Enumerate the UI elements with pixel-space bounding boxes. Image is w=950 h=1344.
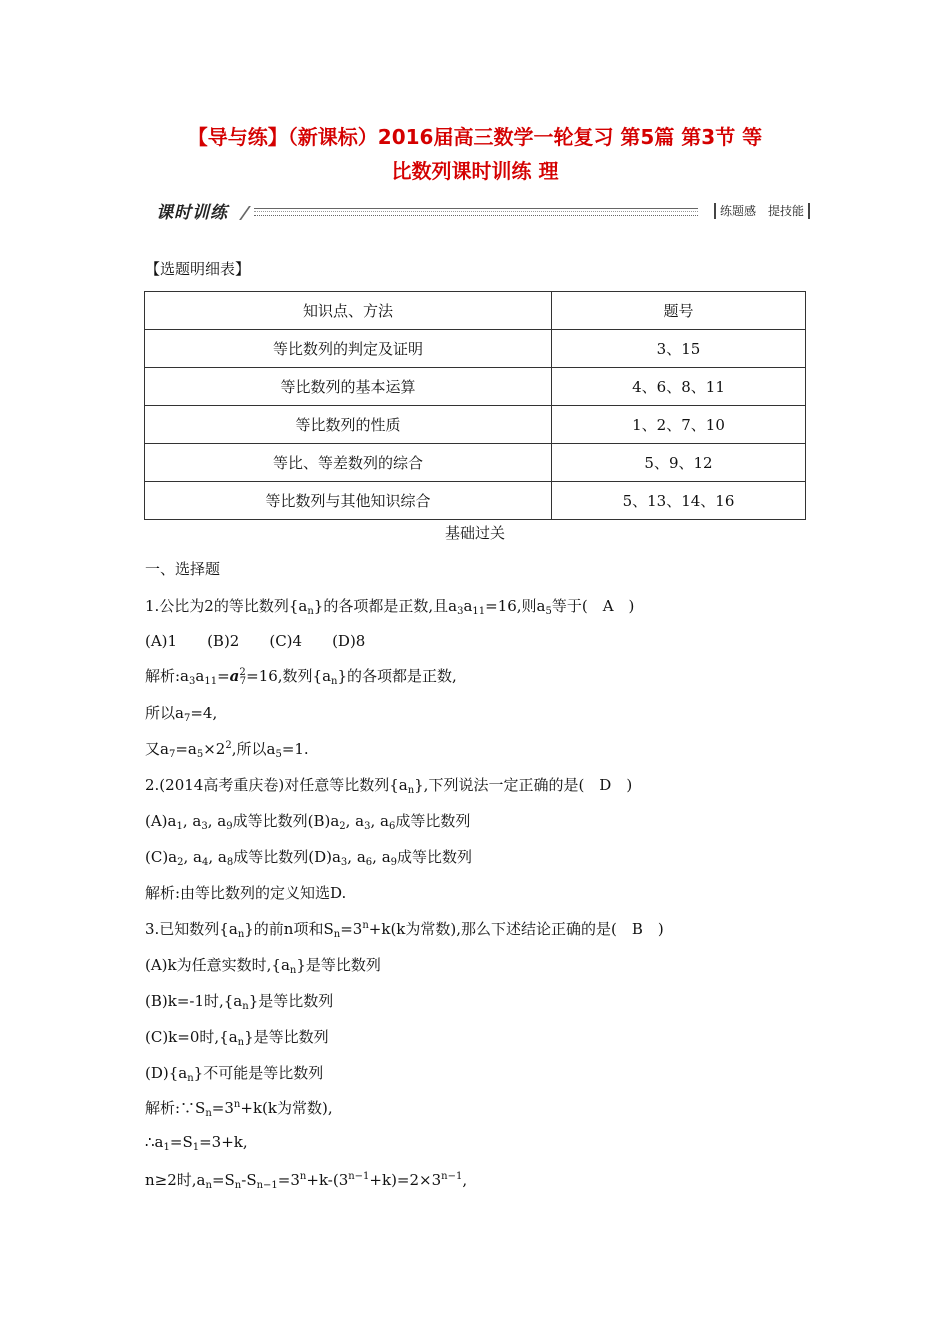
table-row [145, 406, 806, 444]
table-cell: 5、9、12 [552, 444, 806, 482]
question-2-options-cd: $(C)a_2$, $a_4$, $a_8$成等比数列$(D)a_3$, $a_6$, $a_9$成等比数列 [145, 848, 473, 868]
part-heading: 一、选择题 [145, 560, 221, 578]
table-cell: 等比数列的性质 [145, 406, 552, 444]
question-3-solution-2: $\therefore a_1=S_1=3+k$, [145, 1133, 248, 1153]
title-line-1: 【导与练】（新课标）2016届高三数学一轮复习 第5篇 第3节 等 [187, 125, 763, 149]
table-cell: 等比、等差数列的综合 [145, 444, 552, 482]
banner-rule [254, 208, 698, 216]
banner-rule-dotted [254, 211, 698, 212]
question-2-stem: 2.(2014高考重庆卷)对任意等比数列$\{a_n\}$,下列说法一定正确的是( D ) [145, 776, 633, 796]
question-3-option-a: (A)k为任意实数时$,\{a_n\}$是等比数列 [145, 956, 381, 976]
section-banner [146, 198, 810, 228]
question-1-solution-3: 又$a_7=a_5\times 2^2$,所以$a_5=1$. [145, 740, 309, 760]
question-1-solution-2: 所以$a_7=4$, [145, 704, 218, 724]
table-row [145, 330, 806, 368]
question-2-options-ab: $(A)a_1$, $a_3$, $a_9$成等比数列$(B)a_2$, $a_3$, $a_6$成等比数列 [145, 812, 471, 832]
table-cell: 3、15 [552, 330, 806, 368]
table-row [145, 368, 806, 406]
document-title [120, 120, 830, 188]
question-3-solution-1: 解析$:\because S_n=3^n+k(k$为常数), [145, 1099, 333, 1119]
table-cell: 等比数列的判定及证明 [145, 330, 552, 368]
subsection-title: 基础过关 [444, 524, 505, 542]
table-header-cell: 题号 [552, 292, 806, 330]
table-row [145, 482, 806, 520]
table-header-row [145, 292, 806, 330]
question-3-option-b: (B)k=-1时$,\{a_n\}$是等比数列 [145, 992, 334, 1012]
table-cell: 等比数列的基本运算 [145, 368, 552, 406]
question-1-options: (A)1 (B)2 (C)4 (D)8 [145, 632, 366, 650]
question-1-solution-1: 解析$:a_3a_{11}=a^2_7=16$,数列$\{a_n\}$的各项都是正数, [145, 667, 457, 687]
question-3-solution-3: n≥2时$,a_n=S_n-S_{n-1}=3^n+k-(3^{n-1}+k)=2\times 3^{n-1}$, [145, 1171, 468, 1191]
banner-slogan: 练题感 提技能 [714, 203, 810, 219]
table-cell: 4、6、8、11 [552, 368, 806, 406]
table-cell: 5、13、14、16 [552, 482, 806, 520]
table-header-cell: 知识点、方法 [145, 292, 552, 330]
banner-tag: 课时训练 [156, 203, 228, 223]
question-1-stem: 1.公比为2的等比数列$\{a_n\}$的各项都是正数,且$a_3a_{11}=16$,则$a_5$等于( A ) [145, 597, 635, 617]
selection-table-label: 【选题明细表】 [145, 260, 251, 278]
selection-detail-table [144, 291, 806, 520]
table-cell: 等比数列与其他知识综合 [145, 482, 552, 520]
question-3-stem: 3.已知数列$\{a_n\}$的前n项和$S_n=3^n+k(k$为常数),那么下述结论正确的是( B ) [145, 920, 664, 940]
table-cell: 1、2、7、10 [552, 406, 806, 444]
title-line-2: 比数列课时训练 理 [391, 159, 559, 183]
question-3-option-d: $(D)\{a_n\}$不可能是等比数列 [145, 1064, 324, 1084]
question-2-solution: 解析:由等比数列的定义知选D. [145, 884, 347, 902]
question-3-option-c: (C)k=0时$,\{a_n\}$是等比数列 [145, 1028, 329, 1048]
table-row [145, 444, 806, 482]
